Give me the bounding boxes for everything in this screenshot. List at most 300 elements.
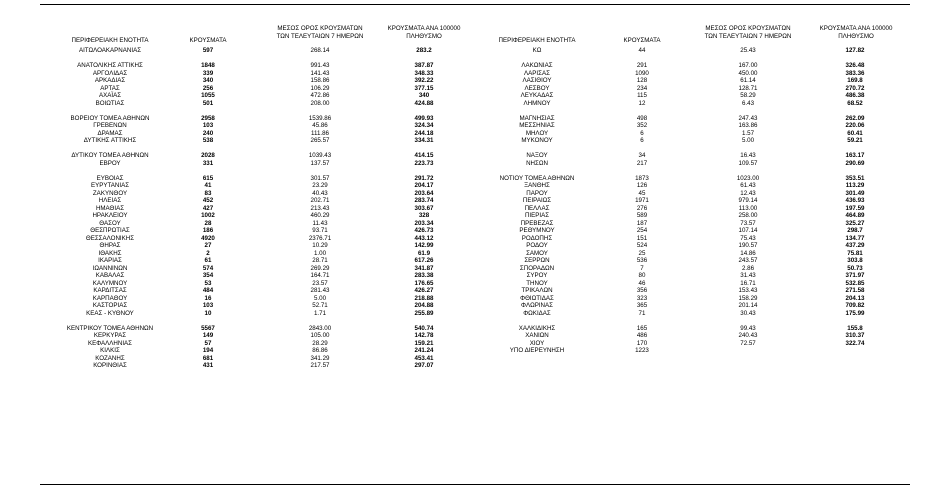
per100k-value: 68.52 — [847, 99, 863, 107]
cases-value: 5567 — [201, 324, 215, 332]
region-name: ΕΒΡΟΥ — [99, 159, 121, 167]
avg7-value: 258.00 — [738, 212, 758, 219]
region-name: ΑΡΤΑΣ — [100, 84, 120, 92]
region-name: ΠΙΕΡΙΑΣ — [524, 212, 550, 219]
cases-value: 1971 — [635, 197, 649, 204]
cases-value: 589 — [636, 212, 648, 219]
cases-value: 339 — [202, 69, 214, 77]
avg7-value: 460.29 — [310, 212, 330, 219]
avg7-value: 1539.86 — [308, 114, 332, 122]
per100k-value: 328 — [418, 212, 430, 219]
cases-value: 256 — [202, 84, 214, 92]
cases-value: 71 — [638, 309, 646, 317]
region-name: ΗΡΑΚΛΕΙΟΥ — [92, 212, 128, 219]
region-name: ΒΟΡΕΙΟΥ ΤΟΜΕΑ ΑΘΗΝΩΝ — [70, 114, 150, 122]
avg7-value: 190.57 — [738, 242, 758, 249]
region-name: ΘΗΡΑΣ — [99, 242, 121, 249]
cases-value: 53 — [204, 279, 212, 287]
avg7-value: 73.57 — [740, 219, 756, 227]
per100k-value: 424.88 — [414, 99, 434, 107]
per100k-value: 241.24 — [414, 347, 434, 354]
per100k-value: 426.27 — [414, 287, 434, 294]
cases-value: 6 — [640, 137, 644, 144]
cases-value: 12 — [638, 99, 646, 107]
table-row — [0, 362, 945, 370]
per100k-value: 255.89 — [414, 309, 434, 317]
cases-value: 331 — [202, 159, 214, 167]
avg7-value: 153.43 — [738, 287, 758, 294]
avg7-value: 472.86 — [310, 92, 330, 99]
per100k-value: 443.12 — [414, 234, 434, 242]
per100k-value: 392.22 — [414, 77, 434, 84]
per100k-value: 50.73 — [847, 264, 863, 272]
region-name: ΛΑΚΩΝΙΑΣ — [521, 62, 553, 69]
avg7-value: 86.86 — [312, 347, 328, 354]
avg7-value: 201.14 — [738, 302, 758, 309]
region-name: ΚΑΛΥΜΝΟΥ — [92, 279, 128, 287]
region-name: ΠΕΛΛΑΣ — [524, 204, 550, 212]
avg7-value: 213.43 — [310, 204, 330, 212]
cases-value: 1848 — [201, 62, 215, 69]
per100k-value: 61.9 — [417, 249, 431, 257]
cases-value: 46 — [638, 279, 646, 287]
region-name: ΑΙΤΩΛΟΑΚΑΡΝΑΝΙΑΣ — [78, 47, 142, 54]
avg7-value: 58.29 — [740, 92, 756, 99]
region-name: ΚΩ — [532, 47, 542, 54]
header-per100k-left: ΚΡΟΥΣΜΑΤΑ ΑΝΑ 100000 ΠΛΗΘΥΣΜΟ — [387, 25, 461, 40]
avg7-value: 109.57 — [738, 159, 758, 167]
avg7-value: 167.00 — [738, 62, 758, 69]
avg7-value: 1039.43 — [308, 152, 332, 159]
cases-value: 1055 — [201, 92, 215, 99]
per100k-value: 348.33 — [414, 69, 434, 77]
avg7-value: 28.71 — [312, 257, 328, 264]
avg7-value: 265.57 — [310, 137, 330, 144]
region-name: ΦΘΙΩΤΙΔΑΣ — [520, 294, 554, 302]
per100k-value: 271.58 — [845, 287, 865, 294]
header-cases-right: ΚΡΟΥΣΜΑΤΑ — [623, 37, 661, 44]
per100k-value: 244.18 — [414, 129, 434, 137]
per100k-value: 383.36 — [845, 69, 865, 77]
avg7-value: 113.00 — [738, 204, 758, 212]
cases-value: 240 — [202, 129, 214, 137]
cases-value: 103 — [202, 302, 214, 309]
region-name: ΔΥΤΙΚΗΣ ΑΤΤΙΚΗΣ — [83, 137, 137, 144]
per100k-value: 414.15 — [414, 152, 434, 159]
avg7-value: 111.86 — [310, 129, 329, 137]
region-name: ΣΥΡΟΥ — [526, 272, 548, 279]
region-name: ΔΥΤΙΚΟΥ ΤΟΜΕΑ ΑΘΗΝΩΝ — [71, 152, 149, 159]
per100k-value: 303.8 — [847, 257, 863, 264]
cases-value: 186 — [202, 227, 214, 234]
region-name: ΚΑΒΑΛΑΣ — [95, 272, 125, 279]
cases-value: 61 — [204, 257, 212, 264]
avg7-value: 128.71 — [738, 84, 758, 92]
avg7-value: 158.86 — [310, 77, 330, 84]
avg7-value: 1.00 — [313, 249, 327, 257]
per100k-value: 218.88 — [414, 294, 434, 302]
region-name: ΛΑΣΙΘΙΟΥ — [522, 77, 552, 84]
per100k-value: 270.72 — [845, 84, 865, 92]
avg7-value: 164.71 — [310, 272, 330, 279]
cases-value: 149 — [202, 332, 214, 339]
per100k-value: 303.67 — [414, 204, 434, 212]
avg7-value: 269.29 — [310, 264, 330, 272]
avg7-value: 141.43 — [310, 69, 330, 77]
region-name: ΚΑΡΔΙΤΣΑΣ — [93, 287, 127, 294]
region-name: ΠΡΕΒΕΖΑΣ — [520, 219, 554, 227]
cases-value: 427 — [202, 204, 214, 212]
avg7-value: 202.71 — [310, 197, 330, 204]
cases-value: 165 — [636, 324, 648, 332]
per100k-value: 353.51 — [845, 174, 865, 182]
cases-value: 452 — [202, 197, 214, 204]
cases-value: 41 — [204, 182, 212, 189]
bottom-rule — [40, 484, 910, 485]
per100k-value: 204.17 — [414, 182, 434, 189]
cases-value: 1873 — [635, 174, 649, 182]
avg7-value: 45.86 — [312, 122, 328, 129]
avg7-value: 2376.71 — [308, 234, 332, 242]
avg7-value: 10.29 — [312, 242, 328, 249]
per100k-value: 324.34 — [414, 122, 434, 129]
cases-value: 524 — [636, 242, 648, 249]
avg7-value: 61.43 — [740, 182, 756, 189]
region-name: ΔΡΑΜΑΣ — [97, 129, 123, 137]
per100k-value: 220.06 — [845, 122, 865, 129]
cases-value: 27 — [204, 242, 212, 249]
avg7-value: 11.43 — [312, 219, 328, 227]
avg7-value: 72.57 — [740, 339, 756, 347]
region-name: ΙΘΑΚΗΣ — [98, 249, 122, 257]
cases-value: 254 — [636, 227, 648, 234]
avg7-value: 52.71 — [312, 302, 328, 309]
region-name: ΝΗΣΩΝ — [526, 159, 548, 167]
cases-value: 354 — [202, 272, 214, 279]
avg7-value: 991.43 — [310, 62, 330, 69]
region-name: ΥΠΟ ΔΙΕΡΕΥΝΗΣΗ — [509, 347, 565, 354]
per100k-value: 453.41 — [414, 354, 434, 362]
region-name: ΜΥΚΟΝΟΥ — [521, 137, 553, 144]
region-name: ΡΟΔΟΥ — [526, 242, 548, 249]
per100k-value: 113.29 — [845, 182, 865, 189]
cases-value: 574 — [202, 264, 214, 272]
region-name: ΧΑΝΙΩΝ — [525, 332, 549, 339]
cases-value: 538 — [202, 137, 214, 144]
per100k-value: 426.73 — [414, 227, 434, 234]
avg7-value: 1.57 — [741, 129, 755, 137]
avg7-value: 106.29 — [310, 84, 330, 92]
avg7-value: 2.86 — [741, 264, 755, 272]
per100k-value: 334.31 — [414, 137, 434, 144]
cases-value: 28 — [204, 219, 212, 227]
per100k-value: 371.97 — [845, 272, 865, 279]
avg7-value: 75.43 — [740, 234, 756, 242]
region-name: ΜΑΓΝΗΣΙΑΣ — [519, 114, 555, 122]
cases-value: 2028 — [201, 152, 215, 159]
per100k-value: 322.74 — [845, 339, 865, 347]
region-name: ΜΗΛΟΥ — [525, 129, 549, 137]
region-name: ΣΕΡΡΩΝ — [524, 257, 550, 264]
cases-value: 103 — [202, 122, 214, 129]
cases-value: 1090 — [635, 69, 649, 77]
avg7-value: 2843.00 — [308, 324, 332, 332]
region-name: ΒΟΙΩΤΙΑΣ — [95, 99, 125, 107]
cases-value: 126 — [636, 182, 648, 189]
cases-value: 234 — [636, 84, 648, 92]
per100k-value: 127.82 — [845, 47, 865, 54]
avg7-value: 240.43 — [738, 332, 758, 339]
avg7-value: 281.43 — [310, 287, 330, 294]
cases-value: 83 — [204, 189, 212, 197]
region-name: ΗΛΕΙΑΣ — [98, 197, 122, 204]
header-avg7-right: ΜΕΣΟΣ ΟΡΟΣ ΚΡΟΥΣΜΑΤΩΝ ΤΩΝ ΤΕΛΕΥΤΑΙΩΝ 7 ΗΜΕΡΩΝ — [704, 25, 792, 40]
cases-value: 486 — [636, 332, 648, 339]
per100k-value: 204.88 — [414, 302, 434, 309]
per100k-value: 169.8 — [847, 77, 863, 84]
per100k-value: 325.27 — [845, 219, 865, 227]
region-name: ΙΚΑΡΙΑΣ — [98, 257, 122, 264]
top-rule — [40, 4, 910, 5]
header-cases-left: ΚΡΟΥΣΜΑΤΑ — [189, 37, 227, 44]
region-name: ΑΡΚΑΔΙΑΣ — [94, 77, 126, 84]
region-name: ΡΕΘΥΜΝΟΥ — [519, 227, 555, 234]
avg7-value: 247.43 — [738, 114, 758, 122]
header-region-right: ΠΕΡΙΦΕΡΕΙΑΚΗ ΕΝΟΤΗΤΑ — [498, 37, 576, 44]
cases-value: 323 — [636, 294, 648, 302]
per100k-value: 291.72 — [414, 174, 434, 182]
per100k-value: 203.34 — [414, 219, 434, 227]
region-name: ΕΥΒΟΙΑΣ — [96, 174, 124, 182]
avg7-value: 28.29 — [312, 339, 328, 347]
per100k-value: 75.81 — [847, 249, 863, 257]
avg7-value: 23.29 — [312, 182, 328, 189]
region-name: ΚΕΦΑΛΛΗΝΙΑΣ — [87, 339, 132, 347]
cases-value: 484 — [202, 287, 214, 294]
per100k-value: 340 — [418, 92, 430, 99]
region-name: ΚΑΣΤΟΡΙΑΣ — [92, 302, 128, 309]
per100k-value: 155.8 — [847, 324, 863, 332]
region-name: ΖΑΚΥΝΘΟΥ — [92, 189, 128, 197]
per100k-value: 540.74 — [414, 324, 434, 332]
per100k-value: 176.65 — [414, 279, 434, 287]
per100k-value: 159.21 — [414, 339, 434, 347]
per100k-value: 134.77 — [845, 234, 865, 242]
avg7-value: 14.86 — [740, 249, 756, 257]
header-avg7-left: ΜΕΣΟΣ ΟΡΟΣ ΚΡΟΥΣΜΑΤΩΝ ΤΩΝ ΤΕΛΕΥΤΑΙΩΝ 7 ΗΜΕΡΩΝ — [276, 25, 364, 40]
avg7-value: 25.43 — [740, 47, 756, 54]
cases-value: 536 — [636, 257, 648, 264]
cases-value: 115 — [637, 92, 647, 99]
region-name: ΘΕΣΠΡΩΤΙΑΣ — [90, 227, 130, 234]
avg7-value: 105.00 — [310, 332, 330, 339]
per100k-value: 142.78 — [414, 332, 434, 339]
region-name: ΞΑΝΘΗΣ — [524, 182, 550, 189]
region-name: ΠΑΡΟΥ — [526, 189, 548, 197]
avg7-value: 5.00 — [313, 294, 327, 302]
cases-value: 6 — [640, 129, 644, 137]
avg7-value: 12.43 — [740, 189, 756, 197]
per100k-value: 60.41 — [847, 129, 863, 137]
per100k-value: 709.82 — [845, 302, 865, 309]
avg7-value: 1.71 — [313, 309, 327, 317]
per100k-value: 283.38 — [414, 272, 434, 279]
cases-value: 2958 — [201, 114, 215, 122]
per100k-value: 341.87 — [414, 264, 434, 272]
region-name: ΚΕΑΣ - ΚΥΘΝΟΥ — [86, 309, 134, 317]
cases-value: 34 — [638, 152, 646, 159]
avg7-value: 268.14 — [310, 47, 330, 54]
cases-value: 10 — [204, 309, 212, 317]
per100k-value: 142.99 — [414, 242, 434, 249]
avg7-value: 30.43 — [740, 309, 756, 317]
cases-value: 276 — [636, 204, 648, 212]
cases-value: 16 — [204, 294, 212, 302]
avg7-value: 243.57 — [738, 257, 758, 264]
region-name: ΚΟΖΑΝΗΣ — [95, 354, 125, 362]
avg7-value: 341.29 — [310, 354, 330, 362]
cases-value: 187 — [636, 219, 648, 227]
per100k-value: 486.38 — [845, 92, 865, 99]
per100k-value: 310.37 — [845, 332, 865, 339]
cases-value: 217 — [636, 159, 648, 167]
region-name: ΤΡΙΚΑΛΩΝ — [521, 287, 553, 294]
cases-value: 615 — [202, 174, 214, 182]
per100k-value: 298.7 — [847, 227, 863, 234]
region-name: ΝΟΤΙΟΥ ΤΟΜΕΑ ΑΘΗΝΩΝ — [499, 174, 575, 182]
cases-value: 356 — [636, 287, 648, 294]
per100k-value: 175.99 — [845, 309, 865, 317]
per100k-value: 203.64 — [414, 189, 434, 197]
avg7-value: 301.57 — [310, 174, 330, 182]
avg7-value: 61.14 — [740, 77, 756, 84]
cases-value: 352 — [636, 122, 648, 129]
per100k-value: 283.74 — [414, 197, 434, 204]
per100k-value: 326.48 — [845, 62, 865, 69]
cases-value: 1002 — [201, 212, 215, 219]
per100k-value: 283.2 — [416, 47, 432, 54]
region-name: ΛΗΜΝΟΥ — [523, 99, 551, 107]
avg7-value: 16.43 — [740, 152, 756, 159]
region-name: ΙΩΑΝΝΙΝΩΝ — [92, 264, 128, 272]
region-name: ΘΕΣΣΑΛΟΝΙΚΗΣ — [85, 234, 135, 242]
avg7-value: 208.00 — [310, 99, 330, 107]
region-name: ΣΑΜΟΥ — [526, 249, 548, 257]
region-name: ΛΕΥΚΑΔΑΣ — [520, 92, 554, 99]
cases-value: 1223 — [635, 347, 649, 354]
region-name: ΝΑΞΟΥ — [526, 152, 548, 159]
region-name: ΑΡΓΟΛΙΔΑΣ — [92, 69, 128, 77]
region-name: ΓΡΕΒΕΝΩΝ — [93, 122, 127, 129]
cases-value: 151 — [636, 234, 648, 242]
region-name: ΑΝΑΤΟΛΙΚΗΣ ΑΤΤΙΚΗΣ — [77, 62, 143, 69]
region-name: ΚΑΡΠΑΘΟΥ — [92, 294, 128, 302]
avg7-value: 137.57 — [310, 159, 330, 167]
cases-value: 498 — [636, 114, 648, 122]
cases-value: 4920 — [201, 234, 215, 242]
header-region-left: ΠΕΡΙΦΕΡΕΙΑΚΗ ΕΝΟΤΗΤΑ — [71, 37, 149, 44]
per100k-value: 262.09 — [845, 114, 865, 122]
region-name: ΛΑΡΙΣΑΣ — [524, 69, 550, 77]
avg7-value: 163.86 — [738, 122, 758, 129]
cases-value: 194 — [202, 347, 214, 354]
cases-value: 431 — [202, 362, 214, 369]
per100k-value: 436.93 — [845, 197, 865, 204]
per100k-value: 163.17 — [845, 152, 865, 159]
cases-value: 25 — [638, 249, 646, 257]
per100k-value: 499.93 — [414, 114, 434, 122]
region-name: ΜΕΣΣΗΝΙΑΣ — [519, 122, 555, 129]
per100k-value: 464.89 — [845, 212, 865, 219]
region-name: ΛΕΣΒΟΥ — [524, 84, 550, 92]
avg7-value: 158.29 — [738, 294, 758, 302]
avg7-value: 16.71 — [740, 279, 756, 287]
avg7-value: 40.43 — [312, 189, 328, 197]
region-name: ΑΧΑΪΑΣ — [98, 92, 122, 99]
cases-value: 57 — [204, 339, 212, 347]
per100k-value: 223.73 — [414, 159, 434, 167]
region-name: ΚΟΡΙΝΘΙΑΣ — [93, 362, 127, 369]
per100k-value: 387.87 — [414, 62, 434, 69]
per100k-value: 437.29 — [845, 242, 865, 249]
region-name: ΧΙΟΥ — [529, 339, 545, 347]
cases-value: 681 — [202, 354, 214, 362]
cases-value: 44 — [638, 47, 646, 54]
per100k-value: 532.85 — [845, 279, 865, 287]
per100k-value: 290.69 — [845, 159, 865, 167]
region-name: ΦΛΩΡΙΝΑΣ — [521, 302, 553, 309]
avg7-value: 450.00 — [738, 69, 758, 77]
avg7-value: 979.14 — [738, 197, 758, 204]
region-name: ΦΩΚΙΔΑΣ — [523, 309, 551, 317]
per100k-value: 204.13 — [845, 294, 865, 302]
per100k-value: 617.26 — [414, 257, 434, 264]
avg7-value: 23.57 — [312, 279, 328, 287]
cases-value: 291 — [636, 62, 648, 69]
cases-value: 45 — [638, 189, 646, 197]
region-name: ΧΑΛΚΙΔΙΚΗΣ — [518, 324, 556, 332]
region-name: ΚΕΡΚΥΡΑΣ — [93, 332, 127, 339]
region-name: ΡΟΔΟΠΗΣ — [521, 234, 553, 242]
cases-value: 340 — [202, 77, 214, 84]
per100k-value: 301.49 — [845, 189, 865, 197]
per100k-value: 377.15 — [414, 84, 434, 92]
region-name: ΣΠΟΡΑΔΩΝ — [519, 264, 555, 272]
header-per100k-right: ΚΡΟΥΣΜΑΤΑ ΑΝΑ 100000 ΠΛΗΘΥΣΜΟ — [819, 25, 893, 40]
region-name: ΚΕΝΤΡΙΚΟΥ ΤΟΜΕΑ ΑΘΗΝΩΝ — [66, 324, 154, 332]
cases-value: 501 — [202, 99, 214, 107]
region-name: ΤΗΝΟΥ — [526, 279, 548, 287]
cases-value: 170 — [636, 339, 648, 347]
avg7-value: 107.14 — [738, 227, 758, 234]
avg7-value: 6.43 — [741, 99, 755, 107]
cases-value: 2 — [206, 249, 210, 257]
cases-value: 80 — [638, 272, 646, 279]
avg7-value: 31.43 — [740, 272, 756, 279]
cases-value: 7 — [640, 264, 644, 272]
per100k-value: 297.07 — [414, 362, 434, 369]
region-name: ΘΑΣΟΥ — [99, 219, 121, 227]
region-name: ΚΙΛΚΙΣ — [100, 347, 120, 354]
avg7-value: 93.71 — [312, 227, 328, 234]
avg7-value: 1023.00 — [736, 174, 760, 182]
per100k-value: 59.21 — [847, 137, 863, 144]
region-name: ΗΜΑΘΙΑΣ — [95, 204, 125, 212]
cases-value: 365 — [636, 302, 648, 309]
cases-value: 128 — [636, 77, 648, 84]
region-name: ΠΕΙΡΑΙΩΣ — [522, 197, 552, 204]
region-name: ΕΥΡΥΤΑΝΙΑΣ — [90, 182, 130, 189]
